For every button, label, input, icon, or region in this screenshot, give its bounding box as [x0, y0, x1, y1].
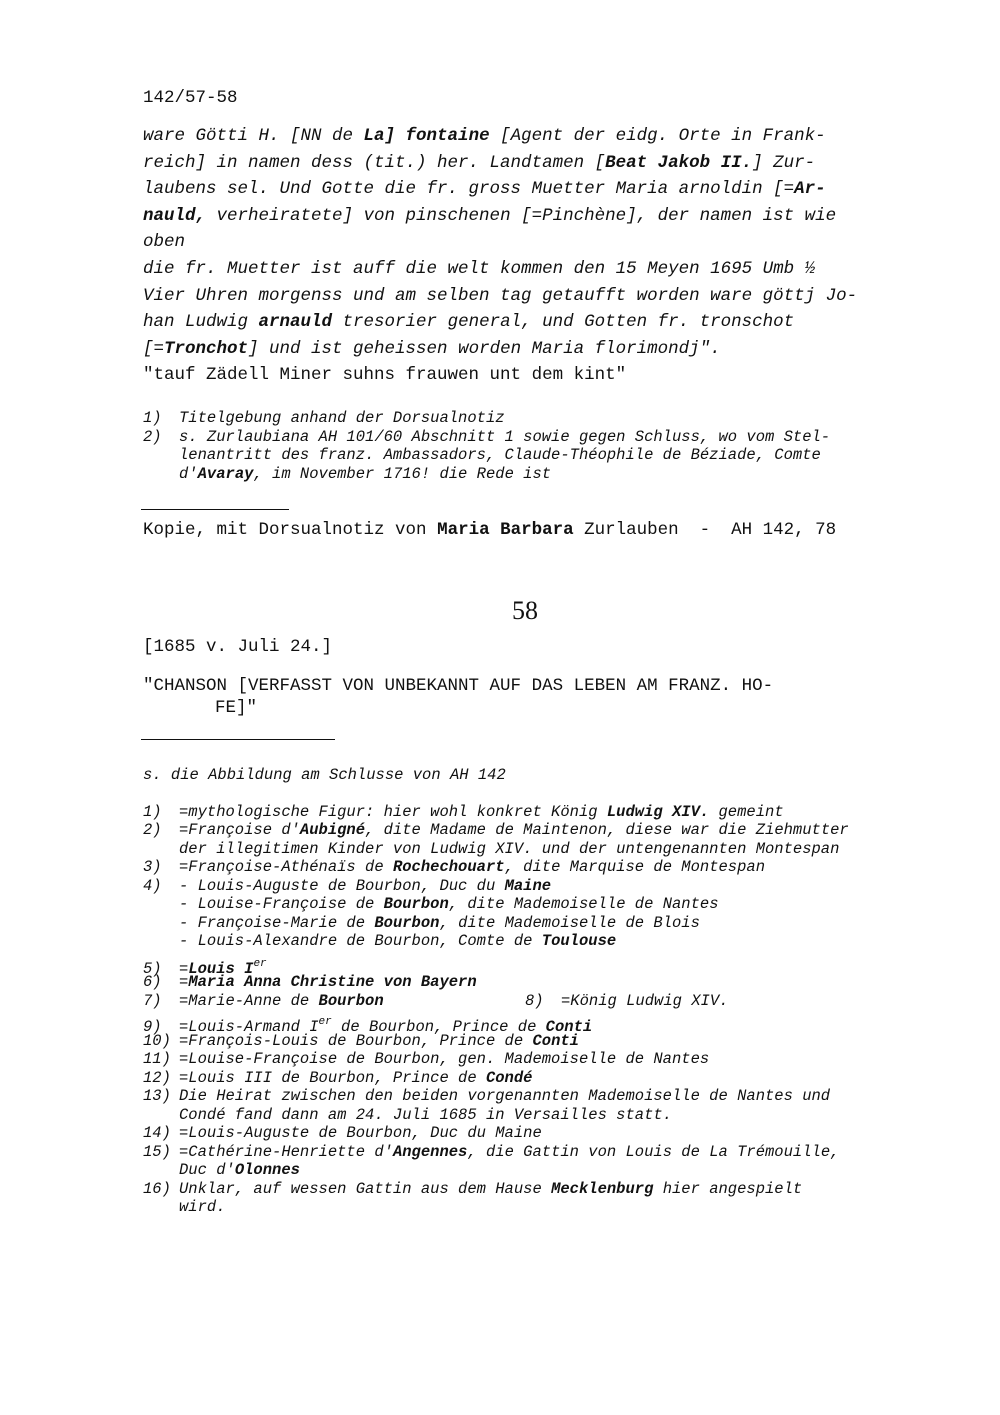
- footnote-58-9: 9) =Louis-Armand Ier de Bourbon, Prince de Conti: [143, 1016, 593, 1036]
- illustration-reference: s. die Abbildung am Schlusse von AH 142: [143, 766, 506, 784]
- footnote-58-7: 7) =Marie-Anne de Bourbon: [143, 992, 384, 1010]
- footnote-58-15: 15) =Cathérine-Henriette d'Angennes, die Gattin von Louis de La Trémouille,: [143, 1143, 840, 1161]
- footnote-2-cont: lenantritt des franz. Ambassadors, Claude-Théophile de Béziade, Comte: [179, 446, 821, 464]
- text-line-3: laubens sel. Und Gotte die fr. gross Muetter Maria arnoldin [=Ar-: [143, 179, 826, 199]
- footnote-58-13-cont: Condé fand dann am 24. Juli 1685 in Versailles statt.: [179, 1106, 672, 1124]
- footnote-58-4-cont: - Louis-Alexandre de Bourbon, Comte de Toulouse: [179, 932, 617, 950]
- page-reference: 142/57-58: [143, 88, 238, 108]
- footnote-2: 2) s. Zurlaubiana AH 101/60 Abschnitt 1 sowie gegen Schluss, wo vom Stel-: [143, 428, 831, 446]
- footnote-58-12: 12) =Louis III de Bourbon, Prince de Condé: [143, 1069, 533, 1087]
- text-line-7: Vier Uhren morgenss und am selben tag getaufft worden ware göttj Jo-: [143, 286, 858, 306]
- footnote-58-4-cont: - Françoise-Marie de Bourbon, dite Mademoiselle de Blois: [179, 914, 700, 932]
- footnote-58-10: 10) =François-Louis de Bourbon, Prince de Conti: [143, 1032, 579, 1050]
- footnote-2-cont: d'Avaray, im November 1716! die Rede ist: [179, 465, 552, 483]
- footnote-58-14: 14) =Louis-Auguste de Bourbon, Duc du Maine: [143, 1124, 542, 1142]
- document-number: 58: [512, 596, 538, 625]
- footnote-58-15-cont: Duc d'Olonnes: [179, 1161, 300, 1179]
- footnote-58-2-cont: der illegitimen Kinder von Ludwig XIV. und der untengenannten Montespan: [179, 840, 840, 858]
- text-line-1: ware Götti H. [NN de La] fontaine [Agent der eidg. Orte in Frank-: [143, 126, 826, 146]
- footnote-58-16: 16) Unklar, auf wessen Gattin aus dem Hause Mecklenburg hier angespielt: [143, 1180, 803, 1198]
- footnote-58-11: 11) =Louise-Françoise de Bourbon, gen. Mademoiselle de Nantes: [143, 1050, 710, 1068]
- document-title: "CHANSON [VERFASST VON UNBEKANNT AUF DAS LEBEN AM FRANZ. HO-: [143, 676, 774, 696]
- text-line-10: "tauf Zädell Miner suhns frauwen unt dem kint": [143, 365, 627, 385]
- title-divider: [141, 739, 335, 740]
- footnote-58-1: 1) =mythologische Figur: hier wohl konkret König Ludwig XIV. gemeint: [143, 803, 784, 821]
- text-line-5: oben: [143, 232, 186, 252]
- text-line-2: reich] in namen dess (tit.) her. Landtamen [Beat Jakob II.] Zur-: [143, 153, 816, 173]
- footnote-58-4-cont: - Louise-Françoise de Bourbon, dite Mademoiselle de Nantes: [179, 895, 719, 913]
- footnote-58-16-cont: wird.: [179, 1198, 226, 1216]
- document-date: [1685 v. Juli 24.]: [143, 637, 333, 657]
- footnote-58-5: 5) =Louis Ier: [143, 958, 267, 978]
- footnote-58-4: 4) - Louis-Auguste de Bourbon, Duc du Maine: [143, 877, 552, 895]
- footnote-58-13: 13) Die Heirat zwischen den beiden vorgenannten Mademoiselle de Nantes und: [143, 1087, 831, 1105]
- text-line-9: [=Tronchot] und ist geheissen worden Maria florimondj".: [143, 339, 721, 359]
- text-line-6: die fr. Muetter ist auff die welt kommen den 15 Meyen 1695 Umb ½: [143, 259, 816, 279]
- footnote-1: 1) Titelgebung anhand der Dorsualnotiz: [143, 409, 505, 427]
- text-line-4: nauld, verheiratete] von pinschenen [=Pinchène], der namen ist wie: [143, 206, 837, 226]
- footnote-58-6: 6) =Maria Anna Christine von Bayern: [143, 973, 477, 991]
- footnote-58-3: 3) =Françoise-Athénaïs de Rochechouart, dite Marquise de Montespan: [143, 858, 766, 876]
- document-title-cont: FE]": [215, 698, 258, 718]
- source-line: Kopie, mit Dorsualnotiz von Maria Barbara Zurlauben - AH 142, 78: [143, 520, 837, 540]
- text-line-8: han Ludwig arnauld tresorier general, und Gotten fr. tronschot: [143, 312, 795, 332]
- footnote-divider: [141, 509, 289, 510]
- footnote-58-2: 2) =Françoise d'Aubigné, dite Madame de Maintenon, diese war die Ziehmutter: [143, 821, 849, 839]
- footnote-58-8: 8) =König Ludwig XIV.: [525, 992, 729, 1010]
